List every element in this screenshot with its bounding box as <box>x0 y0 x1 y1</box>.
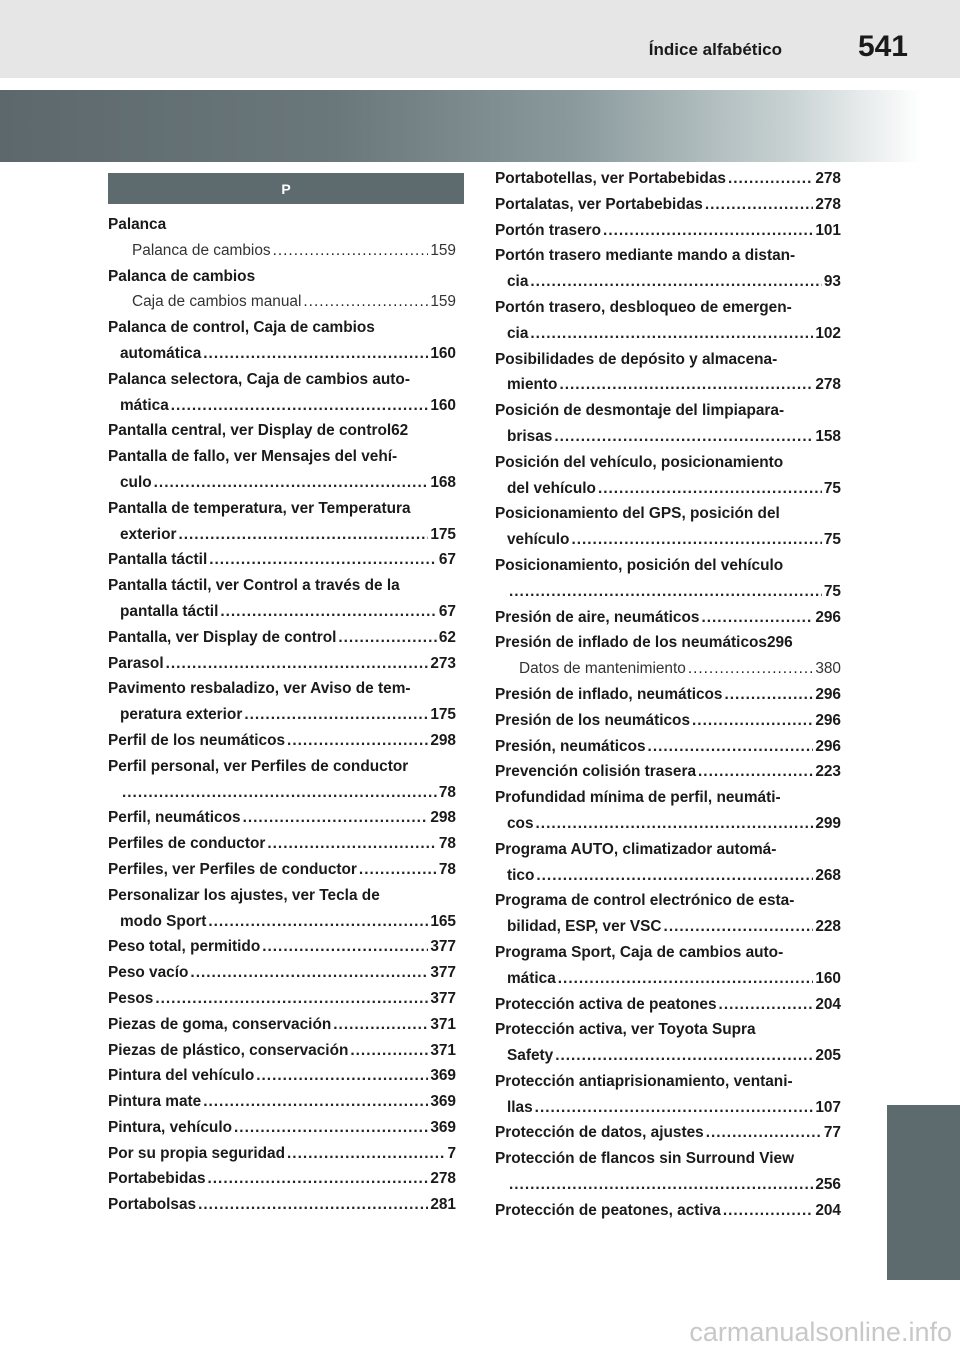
leader-dots <box>243 805 429 831</box>
index-entry <box>495 1120 841 1146</box>
index-entry <box>495 914 841 940</box>
entry-page[interactable]: 369 <box>430 1093 456 1111</box>
leader-dots <box>571 527 821 553</box>
leader-dots <box>338 625 437 651</box>
leader-dots <box>154 470 429 496</box>
leader-dots <box>705 192 813 218</box>
entry-page[interactable]: 160 <box>430 396 456 414</box>
entry-text: Portabebidas <box>108 1170 206 1188</box>
index-entry <box>495 1146 841 1172</box>
thumb-index-tab[interactable] <box>887 1105 960 1280</box>
entry-text: Protección antiaprisionamiento, ventani- <box>495 1072 793 1090</box>
entry-page[interactable]: 278 <box>815 170 841 187</box>
index-column-right <box>495 166 841 1224</box>
entry-text: Pavimento resbaladizo, ver Aviso de tem- <box>108 680 411 698</box>
index-entry <box>495 837 841 863</box>
header-banner <box>0 90 960 162</box>
leader-dots <box>350 1038 428 1064</box>
entry-text: Pesos <box>108 989 154 1007</box>
entry-text: Posibilidades de depósito y almacena- <box>495 350 778 368</box>
leader-dots <box>208 1166 429 1192</box>
entry-page[interactable]: 160 <box>430 344 456 362</box>
entry-page[interactable]: 165 <box>430 912 456 930</box>
entry-page[interactable]: 62 <box>438 628 456 646</box>
index-entry <box>108 496 456 522</box>
entry-text: vehículo <box>507 531 570 549</box>
index-entry <box>495 682 841 708</box>
index-entry <box>108 780 456 806</box>
index-entry <box>108 212 456 238</box>
entry-page[interactable]: 77 <box>823 1124 841 1142</box>
leader-dots <box>190 960 428 986</box>
index-entry <box>495 940 841 966</box>
index-entry <box>108 986 456 1012</box>
index-entry <box>108 728 456 754</box>
entry-page[interactable]: 298 <box>430 731 456 749</box>
entry-text: Palanca de cambios <box>132 241 271 259</box>
leader-dots <box>598 476 822 502</box>
entry-page[interactable]: 102 <box>815 324 841 342</box>
entry-text: Protección de peatones, activa <box>495 1201 721 1219</box>
entry-page[interactable]: 7 <box>447 1144 456 1162</box>
entry-text: Portón trasero, desbloqueo de emergen- <box>495 298 792 316</box>
entry-text: Pantalla de fallo, ver Mensajes del vehí- <box>108 448 398 466</box>
entry-page[interactable]: 296 <box>766 634 793 652</box>
entry-text: Portalatas, ver Portabebidas <box>495 195 703 213</box>
index-entry <box>108 883 456 909</box>
entry-text: Profundidad mínima de perfil, neumáti- <box>495 789 781 807</box>
leader-dots <box>555 1043 813 1069</box>
leader-dots <box>692 708 813 734</box>
letter-label: P <box>281 180 291 197</box>
entry-text: Perfil de los neumáticos <box>108 731 286 749</box>
entry-page[interactable]: 175 <box>430 706 456 724</box>
entry-page[interactable]: 158 <box>815 427 841 445</box>
entry-text: cia <box>507 324 529 342</box>
index-entry <box>495 347 841 373</box>
entry-text: Portón trasero <box>495 221 602 239</box>
entry-text: exterior <box>120 525 177 543</box>
entry-page[interactable]: 298 <box>430 809 456 827</box>
entry-text: cos <box>507 814 534 832</box>
entry-page[interactable]: 278 <box>815 376 841 394</box>
entry-text: Safety <box>507 1047 554 1065</box>
index-entry <box>108 289 456 315</box>
leader-dots <box>554 424 813 450</box>
index-entry <box>108 1115 456 1141</box>
entry-page[interactable]: 204 <box>815 1201 841 1219</box>
entry-text: Peso total, permitido <box>108 938 261 956</box>
index-entry <box>108 625 456 651</box>
entry-text: Perfil, neumáticos <box>108 809 241 827</box>
entry-page[interactable]: 62 <box>391 422 409 440</box>
index-entry <box>108 238 456 264</box>
index-column-left <box>108 212 456 1218</box>
index-entry <box>495 476 841 502</box>
index-entry <box>495 579 841 605</box>
entry-text: Portabolsas <box>108 1196 197 1214</box>
leader-dots <box>559 372 813 398</box>
entry-text: Protección activa, ver Toyota Supra <box>495 1021 756 1039</box>
entry-text: peratura exterior <box>120 706 243 724</box>
entry-page[interactable]: 223 <box>815 763 841 781</box>
page-number: 541 <box>857 30 908 63</box>
index-entry <box>495 1017 841 1043</box>
entry-page[interactable]: 377 <box>430 989 456 1007</box>
index-entry <box>495 553 841 579</box>
index-entry <box>495 192 841 218</box>
entry-text: mática <box>507 969 556 987</box>
entry-page[interactable]: 278 <box>815 195 841 213</box>
entry-text: miento <box>507 376 558 394</box>
leader-dots <box>725 682 814 708</box>
entry-text: Datos de mantenimiento <box>519 660 686 678</box>
leader-dots <box>166 651 429 677</box>
entry-page[interactable]: 273 <box>430 654 456 672</box>
entry-text: Protección de flancos sin Surround View <box>495 1150 795 1168</box>
index-entry <box>495 708 841 734</box>
leader-dots <box>603 218 813 244</box>
entry-text: Pantalla de temperatura, ver Temperatura <box>108 499 411 517</box>
entry-page[interactable]: 75 <box>823 531 841 549</box>
index-entry <box>495 630 841 656</box>
section-title: Índice alfabético <box>648 40 782 59</box>
index-entry <box>108 393 456 419</box>
leader-dots <box>234 1115 428 1141</box>
entry-page[interactable]: 369 <box>430 1067 456 1085</box>
entry-page[interactable]: 160 <box>815 969 841 987</box>
index-entry <box>495 759 841 785</box>
entry-text: Presión de inflado, neumáticos <box>495 685 723 703</box>
index-entry <box>495 1198 841 1224</box>
entry-page[interactable]: 296 <box>815 737 841 755</box>
entry-page[interactable]: 78 <box>438 860 456 878</box>
index-entry <box>495 295 841 321</box>
entry-page[interactable]: 371 <box>430 1041 456 1059</box>
entry-text: Por su propia seguridad <box>108 1144 286 1162</box>
index-entry <box>108 599 456 625</box>
entry-page[interactable]: 78 <box>438 835 456 853</box>
leader-dots <box>509 1172 813 1198</box>
index-entry <box>108 444 456 470</box>
index-entry <box>495 372 841 398</box>
index-entry <box>495 527 841 553</box>
entry-text: Portabotellas, ver Portabebidas <box>495 170 726 187</box>
entry-page[interactable]: 268 <box>815 866 841 884</box>
index-entry <box>495 166 841 192</box>
entry-page[interactable]: 371 <box>430 1015 456 1033</box>
index-entry <box>108 702 456 728</box>
entry-text: Programa de control electrónico de esta- <box>495 892 795 910</box>
entry-page[interactable]: 296 <box>815 685 841 703</box>
entry-text: Personalizar los ajustes, ver Tecla de <box>108 886 380 904</box>
entry-page[interactable]: 67 <box>438 551 456 569</box>
index-entry <box>108 1063 456 1089</box>
entry-text: Posición del vehículo, posicionamiento <box>495 453 784 471</box>
leader-dots <box>203 1089 428 1115</box>
leader-dots <box>208 909 428 935</box>
leader-dots <box>530 269 821 295</box>
entry-page[interactable]: 228 <box>815 918 841 936</box>
entry-text: Presión de los neumáticos <box>495 711 691 729</box>
index-entry <box>495 501 841 527</box>
leader-dots <box>333 1012 428 1038</box>
index-entry <box>108 573 456 599</box>
leader-dots <box>262 934 428 960</box>
index-entry <box>495 785 841 811</box>
index-entry <box>495 811 841 837</box>
leader-dots <box>536 811 814 837</box>
index-entry <box>108 315 456 341</box>
entry-page[interactable]: 256 <box>815 1176 841 1194</box>
entry-text: Pantalla central, ver Display de control <box>108 422 392 440</box>
entry-page[interactable]: 159 <box>430 241 456 259</box>
entry-text: Pintura del vehículo <box>108 1067 255 1085</box>
index-entry <box>495 218 841 244</box>
entry-text: Prevención colisión trasera <box>495 763 697 781</box>
index-entry <box>108 1089 456 1115</box>
leader-dots <box>122 780 437 806</box>
entry-page[interactable]: 380 <box>815 660 841 678</box>
leader-dots <box>256 1063 428 1089</box>
entry-text: Posicionamiento del GPS, posición del <box>495 505 780 523</box>
index-entry <box>495 656 841 682</box>
entry-text: pantalla táctil <box>120 602 219 620</box>
leader-dots <box>535 1095 814 1121</box>
index-entry <box>108 418 456 444</box>
entry-text: Perfiles, ver Perfiles de conductor <box>108 860 357 878</box>
leader-dots <box>273 238 429 264</box>
entry-text: Protección activa de peatones <box>495 995 717 1013</box>
index-entry <box>495 863 841 889</box>
leader-dots <box>509 579 822 605</box>
index-entry <box>495 243 841 269</box>
entry-text: tico <box>507 866 535 884</box>
entry-text: cia <box>507 273 529 291</box>
leader-dots <box>220 599 437 625</box>
entry-page[interactable]: 159 <box>430 293 456 311</box>
index-entry <box>495 966 841 992</box>
index-entry <box>108 831 456 857</box>
entry-text: Parasol <box>108 654 164 672</box>
entry-text: Piezas de goma, conservación <box>108 1015 332 1033</box>
entry-text: Programa AUTO, climatizador automá- <box>495 840 777 858</box>
entry-text: Pintura, vehículo <box>108 1118 233 1136</box>
leader-dots <box>267 831 437 857</box>
entry-page[interactable]: 107 <box>815 1098 841 1116</box>
leader-dots <box>648 734 814 760</box>
entry-text: del vehículo <box>507 479 596 497</box>
leader-dots <box>701 605 813 631</box>
index-entry <box>108 264 456 290</box>
index-entry <box>108 857 456 883</box>
index-entry <box>108 470 456 496</box>
index-entry <box>108 805 456 831</box>
entry-page[interactable]: 377 <box>430 964 456 982</box>
entry-page[interactable]: 67 <box>438 602 456 620</box>
leader-dots <box>359 857 437 883</box>
index-entry <box>108 367 456 393</box>
index-entry <box>108 1192 456 1218</box>
index-entry <box>495 321 841 347</box>
entry-text: Pantalla táctil, ver Control a través de la <box>108 577 400 595</box>
leader-dots <box>664 914 814 940</box>
entry-text: automática <box>120 344 202 362</box>
index-entry <box>108 1038 456 1064</box>
leader-dots <box>728 166 813 192</box>
index-entry <box>495 992 841 1018</box>
leader-dots <box>244 702 428 728</box>
index-entry <box>108 547 456 573</box>
index-entry <box>495 1095 841 1121</box>
entry-text: modo Sport <box>120 912 207 930</box>
entry-page[interactable]: 175 <box>430 525 456 543</box>
entry-text: Pantalla táctil <box>108 551 208 569</box>
index-entry <box>108 909 456 935</box>
index-entry <box>108 676 456 702</box>
index-entry <box>495 424 841 450</box>
leader-dots <box>178 522 428 548</box>
entry-page[interactable]: 296 <box>815 711 841 729</box>
index-entry <box>108 1166 456 1192</box>
entry-text: Piezas de plástico, conservación <box>108 1041 349 1059</box>
index-entry <box>495 888 841 914</box>
entry-text: Portón trasero mediante mando a distan- <box>495 247 796 265</box>
entry-page[interactable]: 78 <box>438 783 456 801</box>
leader-dots <box>303 289 428 315</box>
index-entry <box>108 934 456 960</box>
leader-dots <box>198 1192 428 1218</box>
leader-dots <box>706 1120 822 1146</box>
index-entry <box>495 1043 841 1069</box>
leader-dots <box>209 547 437 573</box>
entry-text: Palanca de control, Caja de cambios <box>108 319 375 337</box>
entry-page[interactable]: 369 <box>430 1118 456 1136</box>
entry-page[interactable]: 93 <box>823 273 841 291</box>
index-entry <box>108 754 456 780</box>
leader-dots <box>203 341 428 367</box>
entry-text: Presión de inflado de los neumáticos <box>495 634 767 652</box>
entry-page[interactable]: 377 <box>430 938 456 956</box>
entry-page[interactable]: 75 <box>823 582 841 600</box>
letter-heading <box>108 173 464 204</box>
index-entry <box>495 734 841 760</box>
entry-text: Palanca <box>108 216 167 233</box>
index-entry <box>108 1012 456 1038</box>
entry-text: mática <box>120 396 169 414</box>
leader-dots <box>723 1198 814 1224</box>
entry-text: llas <box>507 1098 533 1116</box>
leader-dots <box>155 986 428 1012</box>
entry-page[interactable]: 205 <box>815 1047 841 1065</box>
index-entry <box>108 341 456 367</box>
index-entry <box>495 450 841 476</box>
leader-dots <box>530 321 813 347</box>
entry-text: Presión de aire, neumáticos <box>495 608 700 626</box>
entry-text: Palanca de cambios <box>108 267 256 285</box>
entry-page[interactable]: 204 <box>815 995 841 1013</box>
leader-dots <box>287 1141 445 1167</box>
watermark: carmanualsonline.info <box>689 1317 952 1347</box>
entry-text: Protección de datos, ajustes <box>495 1124 704 1142</box>
index-entry <box>108 1141 456 1167</box>
entry-text: Posicionamiento, posición del vehículo <box>495 556 784 574</box>
entry-page[interactable]: 101 <box>815 221 841 239</box>
leader-dots <box>698 759 813 785</box>
index-entry <box>495 1069 841 1095</box>
index-entry <box>495 1172 841 1198</box>
entry-text: Pantalla, ver Display de control <box>108 628 337 646</box>
leader-dots <box>171 393 429 419</box>
index-entry <box>108 960 456 986</box>
entry-page[interactable]: 281 <box>430 1196 456 1214</box>
entry-page[interactable]: 278 <box>430 1170 456 1188</box>
index-entry <box>108 522 456 548</box>
leader-dots <box>719 992 814 1018</box>
entry-page[interactable]: 299 <box>815 814 841 832</box>
index-entry <box>495 398 841 424</box>
index-entry <box>495 605 841 631</box>
leader-dots <box>287 728 428 754</box>
entry-text: Programa Sport, Caja de cambios auto- <box>495 943 784 961</box>
entry-text: Perfil personal, ver Perfiles de conductor <box>108 757 409 775</box>
header-strip <box>0 0 960 78</box>
leader-dots <box>688 656 813 682</box>
entry-page[interactable]: 168 <box>430 473 456 491</box>
entry-text: Palanca selectora, Caja de cambios auto- <box>108 370 410 388</box>
entry-text: Pintura mate <box>108 1093 202 1111</box>
entry-page[interactable]: 296 <box>815 608 841 626</box>
entry-text: Peso vacío <box>108 964 189 982</box>
entry-text: Posición de desmontaje del limpiapara- <box>495 402 785 420</box>
entry-text: Caja de cambios manual <box>132 293 302 311</box>
entry-text: Perfiles de conductor <box>108 835 266 853</box>
entry-text: culo <box>120 473 152 491</box>
entry-page[interactable]: 75 <box>823 479 841 497</box>
index-entry <box>495 269 841 295</box>
entry-text: Presión, neumáticos <box>495 737 646 755</box>
entry-text: brisas <box>507 427 553 445</box>
leader-dots <box>558 966 814 992</box>
leader-dots <box>536 863 813 889</box>
entry-text: bilidad, ESP, ver VSC <box>507 918 662 936</box>
index-entry <box>108 651 456 677</box>
